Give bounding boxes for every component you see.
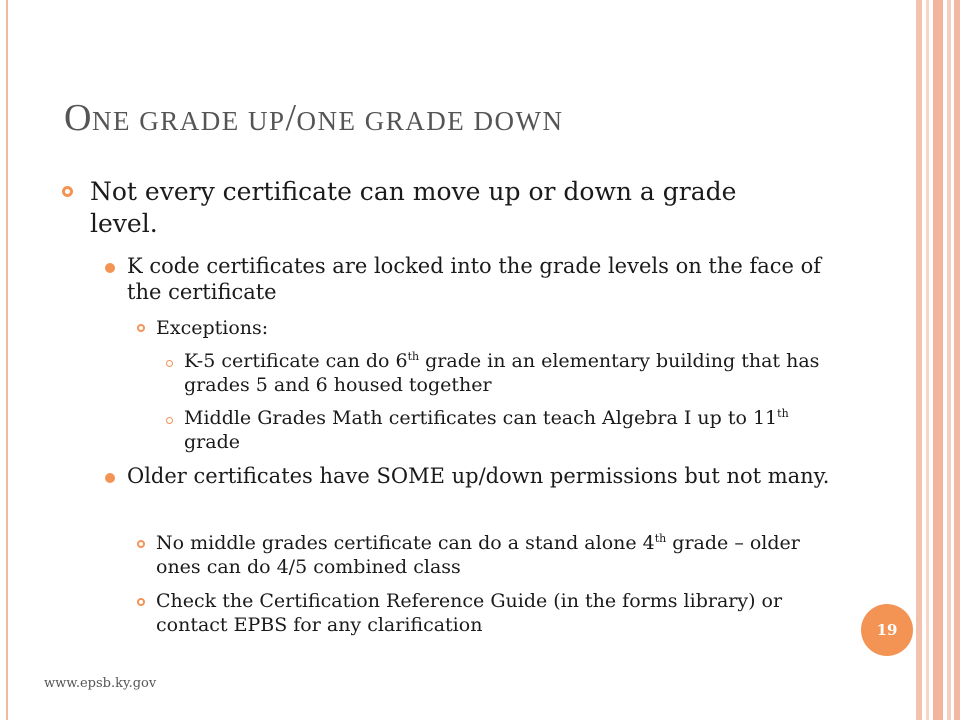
bullet-middle-grades-math: Middle Grades Math certificates can teach Algebra I up to 11th grade [184, 407, 789, 453]
dot-bullet-icon [105, 473, 115, 483]
hollow-bullet-small-icon [137, 324, 145, 332]
hollow-bullet-small-icon [137, 598, 145, 606]
bullet-older: Older certificates have SOME up/down permissions but not many. [127, 464, 830, 488]
hollow-bullet-icon [62, 186, 73, 197]
page-number-badge: 19 [861, 604, 913, 656]
bullet-main: Not every certificate can move up or down a grade level. [90, 177, 737, 238]
bullet-no-middle: No middle grades certificate can do a stand alone 4th grade – older ones can do 4/5 combined class [156, 532, 800, 578]
title-cap-letter: O [64, 97, 92, 139]
title-part-2: ONE GRADE DOWN [296, 106, 564, 136]
dot-bullet-icon [105, 263, 115, 273]
bullet-exceptions: Exceptions: [156, 317, 269, 339]
footer-url: www.epsb.ky.gov [44, 676, 157, 691]
ring-bullet-icon [166, 417, 173, 424]
bullet-k5: K-5 certificate can do 6th grade in an elementary building that has grades 5 and 6 housed together [184, 350, 820, 396]
bullet-k-code: K code certificates are locked into the grade levels on the face of the certificate [127, 254, 822, 304]
title-slash: / [285, 97, 297, 139]
bullet-check-guide: Check the Certification Reference Guide (in the forms library) or contact EPBS for any clarification [156, 590, 783, 636]
ring-bullet-icon [166, 360, 173, 367]
title-part-1: NE GRADE UP [91, 106, 286, 136]
hollow-bullet-small-icon [137, 540, 145, 548]
